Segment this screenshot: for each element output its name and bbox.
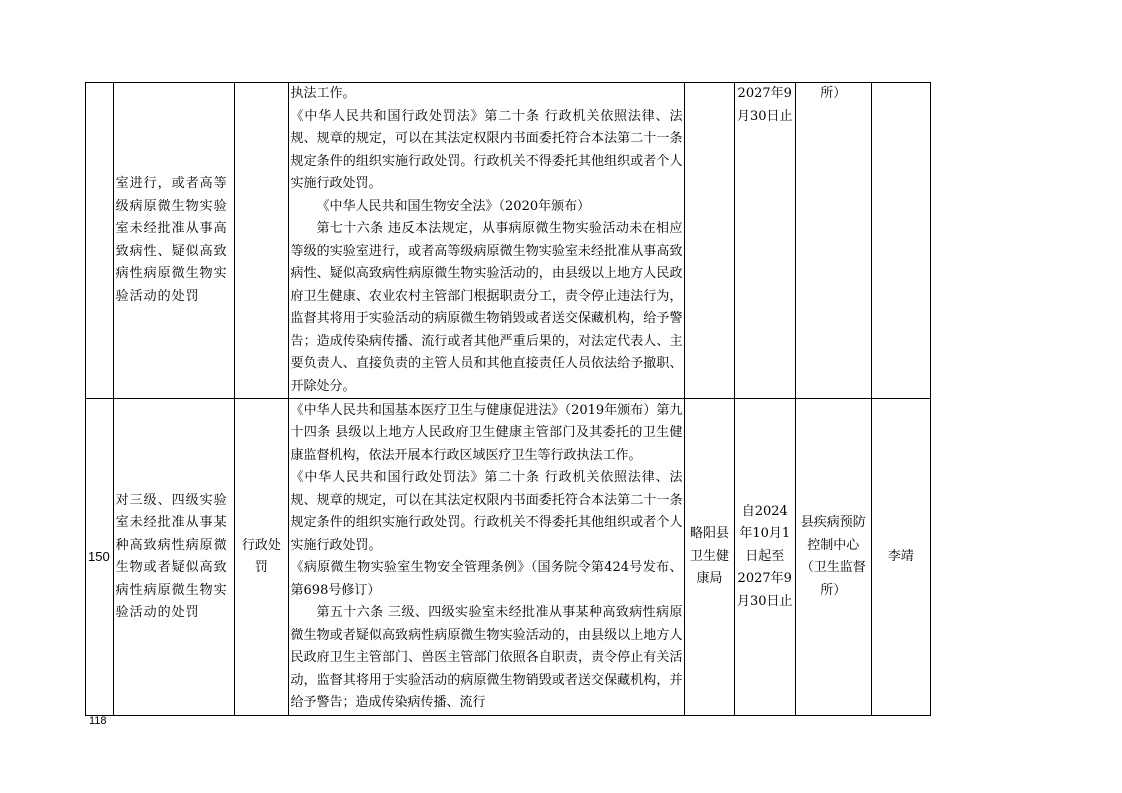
- basis-paragraph: 《中华人民共和国生物安全法》（2020年颁布）: [316, 198, 591, 214]
- basis-paragraph: 《中华人民共和国基本医疗卫生与健康促进法》（2019年颁布）第九十四条 县级以上地方人民政府卫生健康主管部门及其委托的卫生健康监督机构，依法开展本行政区域医疗卫生等行政执法工作。: [290, 402, 683, 463]
- basis-paragraph: 《病原微生物实验室生物安全管理条例》（国务院令第424号发布、第698号修订）: [290, 560, 683, 598]
- legal-basis: [288, 83, 685, 399]
- table-row: [86, 83, 931, 399]
- row-number: [86, 83, 114, 399]
- authority: [685, 83, 734, 399]
- entrustment-period: 2027年9月30日止: [734, 83, 795, 399]
- basis-paragraph: 第五十六条 三级、四级实验室未经批准从事某种高致病性病原微生物或者疑似高致病性病原微生物实验活动的，由县级以上地方人民政府卫生主管部门、兽医主管部门依照各自职责，责令停止有关活动，监督其将用于实验活动的病原微生物销毁或者送交保藏机构，并给予警告；造成传染病传播、流行: [290, 605, 683, 710]
- enforcement-table: [85, 82, 931, 716]
- basis-paragraph: 《中华人民共和国行政处罚法》第二十条 行政机关依照法律、法规、规章的规定，可以在其法定权限内书面委托符合本法第二十一条规定条件的组织实施行政处罚。行政机关不得委托其他组织或者个人实施行政处罚。: [290, 108, 683, 191]
- basis-paragraph: 《中华人民共和国行政处罚法》第二十条 行政机关依照法律、法规、规章的规定，可以在其法定权限内书面委托符合本法第二十一条规定条件的组织实施行政处罚。行政机关不得委托其他组织或者个人实施行政处罚。: [290, 470, 683, 553]
- item-category: 行政处罚: [235, 399, 288, 716]
- entrustment-period: 自2024年10月1日起至2027年9月30日止: [734, 399, 795, 716]
- basis-paragraph: 执法工作。: [290, 86, 356, 101]
- item-name: 室进行，或者高等级病原微生物实验室未经批准从事高致病性、疑似高致病性病原微生物实验活动的处罚: [113, 83, 235, 399]
- basis-paragraph: 第七十六条 违反本法规定，从事病原微生物实验活动未在相应等级的实验室进行，或者高等级病原微生物实验室未经批准从事高致病性、疑似高致病性病原微生物实验活动的，由县级以上地方人民政府卫生健康、农业农村主管部门根据职责分工，责令停止违法行为，监督其将用于实验活动的病原微生物销毁或者送交保藏机构，给予警告；造成传染病传播、流行或者其他严重后果的，对法定代表人、主要负责人、直接负责的主管人员和其他直接责任人员依法给予撤职、开除处分。: [290, 221, 683, 394]
- table-row: [86, 399, 931, 716]
- legal-basis: [288, 399, 685, 716]
- item-category: [235, 83, 288, 399]
- authority: 略阳县卫生健康局: [685, 399, 734, 716]
- contact-person: 李靖: [871, 399, 930, 716]
- contact-person: [871, 83, 930, 399]
- item-name: 对三级、四级实验室未经批准从事某种高致病性病原微生物或者疑似高致病性病原微生物实验活动的处罚: [113, 399, 235, 716]
- page-number: 118: [89, 715, 107, 727]
- entrusted-organization: 所）: [795, 83, 871, 399]
- row-number: 150: [86, 399, 114, 716]
- entrusted-organization: 县疾病预防控制中心（卫生监督所）: [795, 399, 871, 716]
